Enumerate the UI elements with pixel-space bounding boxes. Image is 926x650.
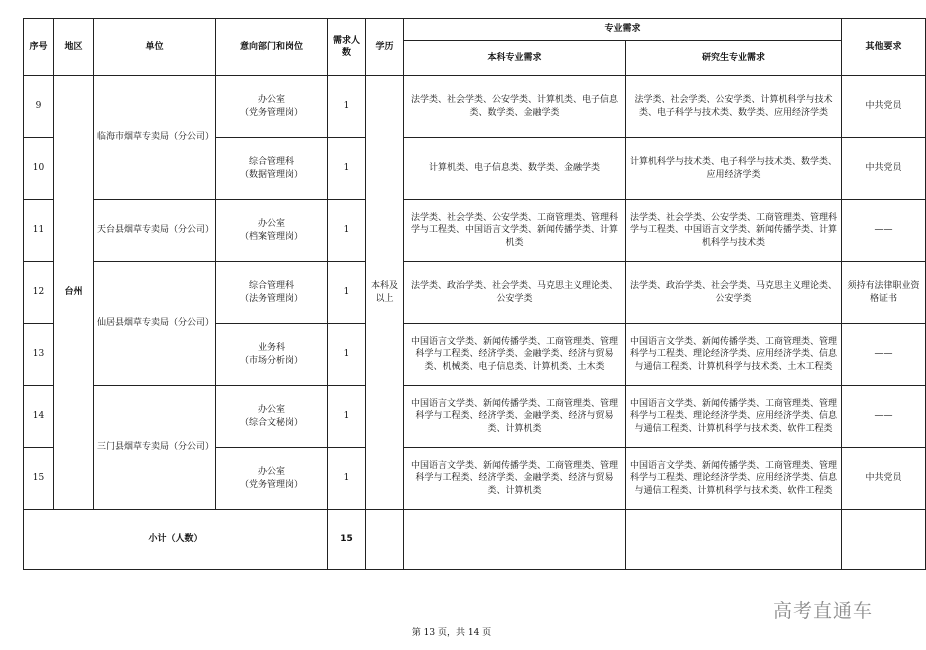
empty-cell bbox=[626, 510, 842, 570]
undergrad-cell: 法学类、政治学类、社会学类、马克思主义理论类、公安学类 bbox=[404, 262, 626, 324]
dept-name: 办公室 bbox=[257, 467, 285, 477]
dept-post-cell bbox=[216, 448, 328, 510]
unit-cell: 三门县烟草专卖局（分公司） bbox=[94, 386, 216, 510]
other-cell: 须持有法律职业资格证书 bbox=[842, 262, 926, 324]
postgrad-cell: 中国语言文学类、新闻传播学类、工商管理类、管理科学与工程类、理论经济学类、应用经济学类、信息与通信工程类、计算机科学与技术类、土木工程类 bbox=[626, 324, 842, 386]
dept-post-cell bbox=[216, 138, 328, 200]
unit-cell: 临海市烟草专卖局（分公司） bbox=[94, 76, 216, 200]
education-cell: 本科及以上 bbox=[366, 76, 404, 510]
header-region: 地区 bbox=[54, 19, 94, 76]
seq-cell: 9 bbox=[24, 76, 54, 138]
count-cell: 1 bbox=[328, 138, 366, 200]
dept-post-cell bbox=[216, 386, 328, 448]
subtotal-value: 15 bbox=[328, 510, 366, 570]
post-name: （党务管理岗） bbox=[239, 479, 303, 490]
other-cell: 中共党员 bbox=[842, 138, 926, 200]
dept-post-cell bbox=[216, 200, 328, 262]
undergrad-cell: 法学类、社会学类、公安学类、工商管理类、管理科学与工程类、中国语言文学类、新闻传播学类、计算机类 bbox=[404, 200, 626, 262]
header-major-req: 专业需求 bbox=[404, 19, 842, 41]
undergrad-cell: 中国语言文学类、新闻传播学类、工商管理类、管理科学与工程类、经济学类、金融学类、经济与贸易类、计算机类 bbox=[404, 386, 626, 448]
count-cell: 1 bbox=[328, 262, 366, 324]
other-cell: —— bbox=[842, 200, 926, 262]
other-cell: 中共党员 bbox=[842, 76, 926, 138]
header-education: 学历 bbox=[366, 19, 404, 76]
seq-cell: 10 bbox=[24, 138, 54, 200]
count-cell: 1 bbox=[328, 200, 366, 262]
dept-name: 办公室 bbox=[257, 219, 285, 229]
dept-post-cell bbox=[216, 76, 328, 138]
dept-name: 业务科 bbox=[257, 343, 285, 353]
postgrad-cell: 中国语言文学类、新闻传播学类、工商管理类、管理科学与工程类、理论经济学类、应用经济学类、信息与通信工程类、计算机科学与技术类、软件工程类 bbox=[626, 448, 842, 510]
table-row bbox=[24, 386, 926, 448]
seq-cell: 11 bbox=[24, 200, 54, 262]
region-cell: 台州 bbox=[54, 76, 94, 510]
seq-cell: 12 bbox=[24, 262, 54, 324]
seq-cell: 13 bbox=[24, 324, 54, 386]
post-name: （数据管理岗） bbox=[239, 169, 303, 180]
unit-cell: 仙居县烟草专卖局（分公司） bbox=[94, 262, 216, 386]
dept-post-cell bbox=[216, 262, 328, 324]
header-dept-post: 意向部门和岗位 bbox=[216, 19, 328, 76]
header-row bbox=[24, 19, 926, 41]
post-name: （法务管理岗） bbox=[239, 293, 303, 304]
undergrad-cell: 计算机类、电子信息类、数学类、金融学类 bbox=[404, 138, 626, 200]
undergrad-cell: 中国语言文学类、新闻传播学类、工商管理类、管理科学与工程类、经济学类、金融学类、经济与贸易类、计算机类 bbox=[404, 448, 626, 510]
post-name: （综合文秘岗） bbox=[239, 417, 303, 428]
table-row bbox=[24, 262, 926, 324]
dept-name: 办公室 bbox=[257, 405, 285, 415]
post-name: （市场分析岗） bbox=[239, 355, 303, 366]
unit-cell: 天台县烟草专卖局（分公司） bbox=[94, 200, 216, 262]
empty-cell bbox=[366, 510, 404, 570]
empty-cell bbox=[404, 510, 626, 570]
dept-name: 办公室 bbox=[257, 95, 285, 105]
empty-cell bbox=[842, 510, 926, 570]
other-cell: —— bbox=[842, 324, 926, 386]
header-demand-count: 需求人数 bbox=[328, 19, 366, 76]
header-postgrad: 研究生专业需求 bbox=[626, 41, 842, 76]
seq-cell: 14 bbox=[24, 386, 54, 448]
seq-cell: 15 bbox=[24, 448, 54, 510]
table-row bbox=[24, 200, 926, 262]
post-name: （档案管理岗） bbox=[239, 231, 303, 242]
count-cell: 1 bbox=[328, 448, 366, 510]
count-cell: 1 bbox=[328, 324, 366, 386]
undergrad-cell: 法学类、社会学类、公安学类、计算机类、电子信息类、数学类、金融学类 bbox=[404, 76, 626, 138]
watermark: 高考直通车 bbox=[772, 600, 873, 622]
undergrad-cell: 中国语言文学类、新闻传播学类、工商管理类、管理科学与工程类、经济学类、金融学类、经济与贸易类、机械类、电子信息类、计算机类、土木类 bbox=[404, 324, 626, 386]
count-cell: 1 bbox=[328, 76, 366, 138]
post-name: （党务管理岗） bbox=[239, 107, 303, 118]
dept-post-cell bbox=[216, 324, 328, 386]
subtotal-label: 小计（人数） bbox=[24, 510, 328, 570]
header-unit: 单位 bbox=[94, 19, 216, 76]
postgrad-cell: 中国语言文学类、新闻传播学类、工商管理类、管理科学与工程类、理论经济学类、应用经济学类、信息与通信工程类、计算机科学与技术类、软件工程类 bbox=[626, 386, 842, 448]
dept-name: 综合管理科 bbox=[248, 281, 294, 291]
table-row bbox=[24, 76, 926, 138]
postgrad-cell: 法学类、社会学类、公安学类、计算机科学与技术类、电子科学与技术类、数学类、应用经济学类 bbox=[626, 76, 842, 138]
recruitment-table bbox=[23, 18, 926, 570]
header-other: 其他要求 bbox=[842, 19, 926, 76]
dept-name: 综合管理科 bbox=[248, 157, 294, 167]
other-cell: 中共党员 bbox=[842, 448, 926, 510]
subtotal-row bbox=[24, 510, 926, 570]
header-seq: 序号 bbox=[24, 19, 54, 76]
other-cell: —— bbox=[842, 386, 926, 448]
postgrad-cell: 法学类、社会学类、公安学类、工商管理类、管理科学与工程类、中国语言文学类、新闻传播学类、计算机科学与技术类 bbox=[626, 200, 842, 262]
count-cell: 1 bbox=[328, 386, 366, 448]
page-footer: 第 13 页，共 14 页 bbox=[411, 628, 492, 638]
postgrad-cell: 计算机科学与技术类、电子科学与技术类、数学类、应用经济学类 bbox=[626, 138, 842, 200]
header-undergrad: 本科专业需求 bbox=[404, 41, 626, 76]
postgrad-cell: 法学类、政治学类、社会学类、马克思主义理论类、公安学类 bbox=[626, 262, 842, 324]
